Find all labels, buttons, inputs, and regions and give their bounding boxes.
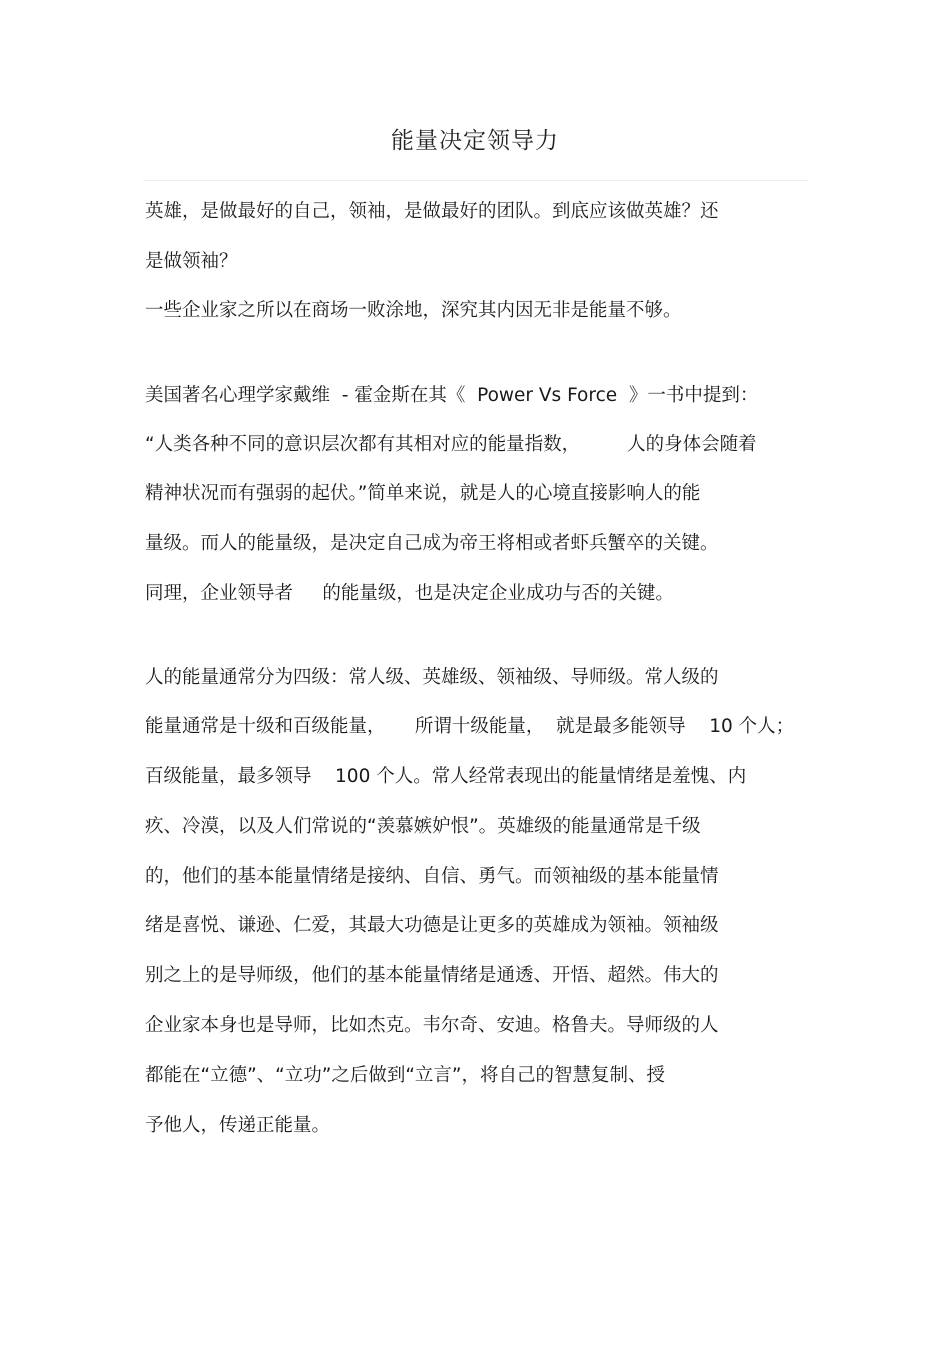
paragraph-line: 绪是喜悦、谦逊、仁爱，其最大功德是让更多的英雄成为领袖。领袖级: [145, 915, 719, 936]
paragraph-line: 都能在“立德”、“立功”之后做到“立言”，将自己的智慧复制、授: [145, 1065, 666, 1086]
paragraph-line: 的，他们的基本能量情绪是接纳、自信、勇气。而领袖级的基本能量情: [145, 866, 719, 887]
paragraph-line: 是做领袖？: [145, 251, 238, 272]
paragraph-line: 同理，企业领导者 的能量级，也是决定企业成功与否的关键。: [145, 583, 674, 604]
paragraph-line: 能量通常是十级和百级能量， 所谓十级能量， 就是最多能领导 10 个人；: [145, 716, 795, 737]
paragraph-line: 一些企业家之所以在商场一败涂地，深究其内因无非是能量不够。: [145, 300, 682, 321]
title-divider: [143, 180, 808, 181]
paragraph-line: 企业家本身也是导师，比如杰克。韦尔奇、安迪。格鲁夫。导师级的人: [145, 1015, 719, 1036]
paragraph-line: 量级。而人的能量级，是决定自己成为帝王将相或者虾兵蟹卒的关键。: [145, 533, 719, 554]
paragraph-line: 美国著名心理学家戴维 - 霍金斯在其《 Power Vs Force 》一书中提到：: [145, 385, 759, 406]
paragraph-line: 精神状况而有强弱的起伏。”简单来说，就是人的心境直接影响人的能: [145, 483, 701, 504]
paragraph-line: 人的能量通常分为四级：常人级、英雄级、领袖级、导师级。常人级的: [145, 667, 719, 688]
paragraph-line: 别之上的是导师级，他们的基本能量情绪是通透、开悟、超然。伟大的: [145, 965, 719, 986]
paragraph-line: “人类各种不同的意识层次都有其相对应的能量指数， 人的身体会随着: [145, 434, 757, 455]
paragraph-line: 予他人，传递正能量。: [145, 1115, 331, 1136]
paragraph-line: 疚、冷漠，以及人们常说的“羡慕嫉妒恨”。英雄级的能量通常是千级: [145, 816, 701, 837]
paragraph-line: 英雄，是做最好的自己，领袖，是做最好的团队。到底应该做英雄？还: [145, 201, 719, 222]
page-title: 能量决定领导力: [391, 128, 559, 154]
paragraph-line: 百级能量，最多领导 100 个人。常人经常表现出的能量情绪是羞愧、内: [145, 766, 747, 787]
